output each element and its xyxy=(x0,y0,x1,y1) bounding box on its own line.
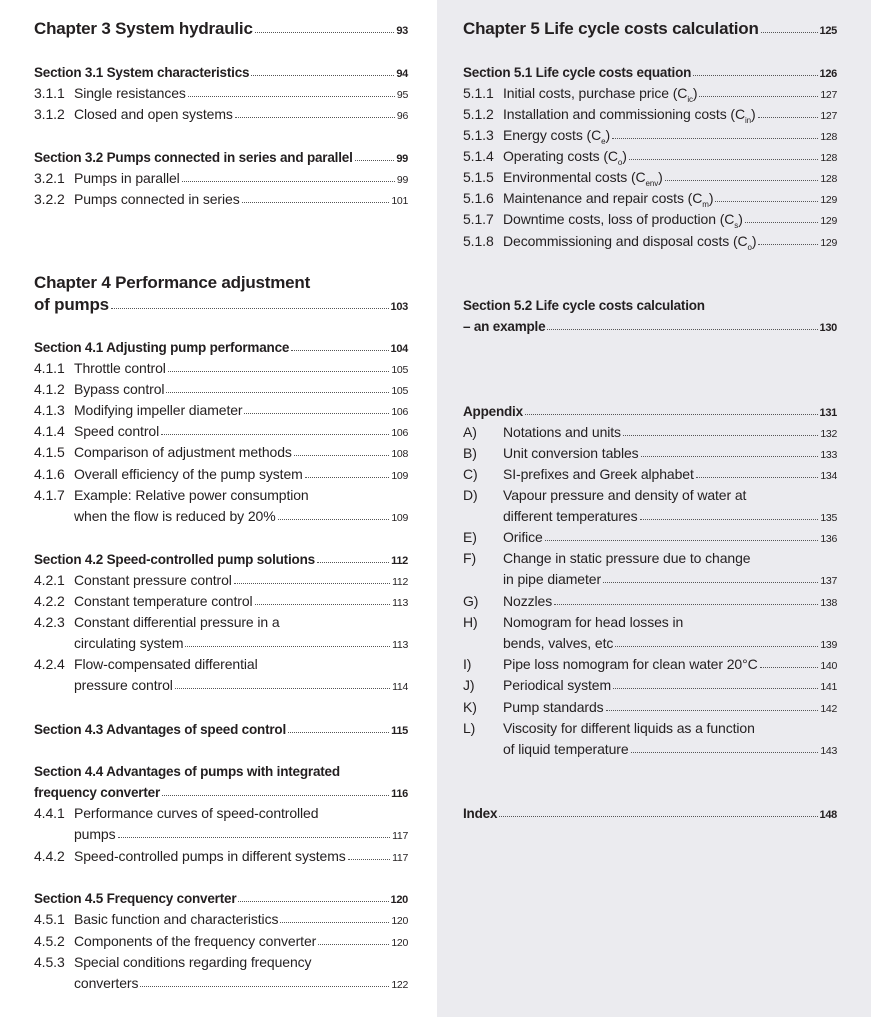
entry-title-line-2: pumps xyxy=(74,826,116,842)
page-number: 128 xyxy=(820,131,837,143)
toc-entry-5-1-3[interactable] xyxy=(463,125,837,148)
page-number: 94 xyxy=(396,68,408,80)
entry-title-line-2: when the flow is reduced by 20% xyxy=(74,508,276,524)
entry-number: 4.5.1 xyxy=(34,911,65,927)
page-number: 105 xyxy=(391,385,408,397)
toc-entry-5-1-5[interactable] xyxy=(463,167,837,190)
entry-title-line-2: bends, valves, etc xyxy=(503,635,614,651)
toc-index[interactable] xyxy=(463,803,837,826)
section-title: Section 4.5 Frequency converter xyxy=(34,891,237,906)
leader-dots xyxy=(317,562,389,563)
entry-title-text: Installation and commissioning costs (C xyxy=(503,106,745,122)
page-number: 128 xyxy=(820,173,837,185)
page-number: 112 xyxy=(391,555,408,567)
toc-section-4-3[interactable] xyxy=(34,719,408,742)
page-number: 117 xyxy=(392,830,408,842)
toc-section-4-1[interactable] xyxy=(34,337,408,360)
page-number: 112 xyxy=(392,576,408,588)
page-number: 120 xyxy=(390,894,408,906)
page-number: 99 xyxy=(396,153,408,165)
entry-number: 4.2.3 xyxy=(34,614,65,630)
entry-title-line-2: of liquid temperature xyxy=(503,741,629,757)
entry-title: Periodical system xyxy=(503,677,612,693)
toc-entry-4-1-5[interactable] xyxy=(34,442,408,465)
closing-paren: ) xyxy=(658,169,663,185)
section-title: Section 3.2 Pumps connected in series and parallel xyxy=(34,150,353,165)
page-number: 128 xyxy=(820,152,837,164)
toc-appendix-b[interactable] xyxy=(463,443,837,466)
entry-title: Unit conversion tables xyxy=(503,445,639,461)
cost-subscript: o xyxy=(747,242,752,252)
toc-appendix-f[interactable] xyxy=(463,548,837,592)
entry-number: 5.1.6 xyxy=(463,190,494,206)
leader-dots xyxy=(294,455,390,456)
leader-dots xyxy=(251,75,394,76)
entry-title-text: Maintenance and repair costs (C xyxy=(503,190,703,206)
cost-subscript: ic xyxy=(687,94,693,104)
entry-number: 5.1.2 xyxy=(463,106,494,122)
leader-dots xyxy=(161,434,389,435)
cost-subscript: o xyxy=(617,157,623,167)
entry-title xyxy=(503,209,743,230)
entry-title-line-1: Viscosity for different liquids as a function xyxy=(503,720,755,736)
entry-number: 4.1.4 xyxy=(34,423,65,439)
toc-entry-3-2-2[interactable] xyxy=(34,189,408,212)
leader-dots xyxy=(641,456,819,457)
entry-number: B) xyxy=(463,445,477,461)
leader-dots xyxy=(525,414,818,415)
toc-section-3-2[interactable] xyxy=(34,147,408,170)
cost-subscript: env xyxy=(645,178,659,188)
entry-number: 3.2.1 xyxy=(34,170,65,186)
page-number: 116 xyxy=(391,788,408,800)
leader-dots xyxy=(182,181,395,182)
leader-dots xyxy=(715,201,818,202)
entry-number: 4.1.6 xyxy=(34,466,65,482)
entry-title xyxy=(503,104,756,125)
toc-chapter-3[interactable] xyxy=(34,18,408,42)
entry-title: Constant temperature control xyxy=(74,593,253,609)
page-number: 140 xyxy=(820,660,837,672)
page-number: 132 xyxy=(820,428,837,440)
entry-title-line-1: Example: Relative power consumption xyxy=(74,487,309,503)
toc-appendix-j[interactable] xyxy=(463,675,837,698)
leader-dots xyxy=(162,795,389,796)
page-number: 95 xyxy=(396,89,408,101)
leader-dots xyxy=(235,117,395,118)
entry-title: Throttle control xyxy=(74,360,166,376)
leader-dots xyxy=(629,159,819,160)
section-title-line-2: – an example xyxy=(463,319,546,334)
entry-title-line-1: Vapour pressure and density of water at xyxy=(503,487,747,503)
toc-appendix-a[interactable] xyxy=(463,422,837,445)
toc-entry-4-1-3[interactable] xyxy=(34,400,408,423)
closing-paren: ) xyxy=(622,148,627,164)
leader-dots xyxy=(278,519,390,520)
entry-title: Orifice xyxy=(503,529,543,545)
entry-title: Modifying impeller diameter xyxy=(74,402,243,418)
entry-title: Bypass control xyxy=(74,381,165,397)
chapter-title: Chapter 3 System hydraulic xyxy=(34,19,253,38)
leader-dots xyxy=(547,329,817,330)
entry-number: E) xyxy=(463,529,477,545)
entry-number: 4.2.2 xyxy=(34,593,65,609)
entry-number: 4.1.7 xyxy=(34,487,65,503)
entry-title-text: Operating costs (C xyxy=(503,148,618,164)
toc-entry-4-1-1[interactable] xyxy=(34,358,408,381)
entry-number: 4.1.5 xyxy=(34,444,65,460)
toc-appendix-i[interactable] xyxy=(463,654,837,677)
toc-chapter-5[interactable] xyxy=(463,18,837,42)
leader-dots xyxy=(606,710,819,711)
entry-title: Pumps in parallel xyxy=(74,170,180,186)
toc-appendix[interactable] xyxy=(463,401,837,424)
entry-number: 5.1.5 xyxy=(463,169,494,185)
toc-section-3-1[interactable] xyxy=(34,62,408,85)
entry-title-line-2: different temperatures xyxy=(503,508,638,524)
page-number: 109 xyxy=(391,470,408,482)
toc-entry-4-1-6[interactable] xyxy=(34,464,408,487)
leader-dots xyxy=(545,540,819,541)
section-title: Section 5.1 Life cycle costs equation xyxy=(463,65,692,80)
entry-title: SI-prefixes and Greek alphabet xyxy=(503,466,694,482)
page-number: 142 xyxy=(820,703,837,715)
toc-entry-4-4-1[interactable] xyxy=(34,803,408,847)
entry-title: Speed control xyxy=(74,423,160,439)
leader-dots xyxy=(255,32,395,33)
page-number: 134 xyxy=(820,470,837,482)
leader-dots xyxy=(603,582,818,583)
page-number: 120 xyxy=(391,937,408,949)
toc-appendix-l[interactable] xyxy=(463,718,837,762)
page-number: 135 xyxy=(820,512,837,524)
leader-dots xyxy=(168,371,390,372)
leader-dots xyxy=(499,816,817,817)
entry-number: 4.5.3 xyxy=(34,954,65,970)
cost-subscript: in xyxy=(744,115,752,125)
entry-number: F) xyxy=(463,550,477,566)
leader-dots xyxy=(280,922,389,923)
toc-section-5-2[interactable] xyxy=(463,295,837,339)
leader-dots xyxy=(693,75,817,76)
chapter-title: Chapter 5 Life cycle costs calculation xyxy=(463,19,759,38)
entry-title-line-1: Constant differential pressure in a xyxy=(74,614,280,630)
page-number: 101 xyxy=(391,195,408,207)
page-number: 139 xyxy=(820,639,837,651)
entry-number: 5.1.4 xyxy=(463,148,494,164)
leader-dots xyxy=(111,308,389,309)
page-number: 93 xyxy=(396,25,408,37)
toc-entry-4-2-2[interactable] xyxy=(34,591,408,614)
leader-dots xyxy=(305,477,390,478)
leader-dots xyxy=(318,944,389,945)
leader-dots xyxy=(348,859,390,860)
entry-title-line-1: Change in static pressure due to change xyxy=(503,550,751,566)
page-number: 105 xyxy=(391,364,408,376)
entry-title-line-1: Performance curves of speed-controlled xyxy=(74,805,319,821)
leader-dots xyxy=(612,138,818,139)
cost-subscript: m xyxy=(702,199,709,209)
page-number: 138 xyxy=(820,597,837,609)
section-title-line-1: Section 4.4 Advantages of pumps with integrated xyxy=(34,764,340,779)
entry-number: 4.1.2 xyxy=(34,381,65,397)
page-number: 122 xyxy=(391,979,408,991)
leader-dots xyxy=(118,837,391,838)
page-number: 108 xyxy=(391,448,408,460)
entry-title-line-1: Nomogram for head losses in xyxy=(503,614,684,630)
toc-entry-3-1-2[interactable] xyxy=(34,104,408,127)
entry-title: Overall efficiency of the pump system xyxy=(74,466,303,482)
entry-title xyxy=(503,125,610,146)
page-number: 133 xyxy=(820,449,837,461)
closing-paren: ) xyxy=(605,127,611,143)
entry-number: 3.1.1 xyxy=(34,85,65,101)
leader-dots xyxy=(166,392,389,393)
closing-paren: ) xyxy=(751,233,757,249)
entry-number: G) xyxy=(463,593,479,609)
page-number: 109 xyxy=(391,512,408,524)
toc-entry-4-2-4[interactable] xyxy=(34,654,408,698)
page-number: 129 xyxy=(820,215,837,227)
entry-number: 4.4.2 xyxy=(34,848,65,864)
page-number: 129 xyxy=(820,237,837,249)
entry-number: 4.2.1 xyxy=(34,572,65,588)
page-number: 99 xyxy=(396,174,408,186)
leader-dots xyxy=(255,604,391,605)
entry-title-line-1: Special conditions regarding frequency xyxy=(74,954,312,970)
page-number: 127 xyxy=(820,89,837,101)
entry-number: 3.2.2 xyxy=(34,191,65,207)
entry-title-text: Environmental costs (C xyxy=(503,169,646,185)
leader-dots xyxy=(234,583,390,584)
toc-entry-5-1-6[interactable] xyxy=(463,188,837,211)
entry-number: C) xyxy=(463,466,478,482)
page-number: 129 xyxy=(820,194,837,206)
entry-number: J) xyxy=(463,677,475,693)
leader-dots xyxy=(185,646,390,647)
leader-dots xyxy=(758,117,819,118)
leader-dots xyxy=(238,901,388,902)
page-number: 96 xyxy=(396,110,408,122)
entry-title: Notations and units xyxy=(503,424,621,440)
entry-title: Single resistances xyxy=(74,85,186,101)
entry-number: I) xyxy=(463,656,472,672)
entry-title: Constant pressure control xyxy=(74,572,232,588)
cost-subscript: e xyxy=(601,136,606,146)
toc-entry-5-1-7[interactable] xyxy=(463,209,837,232)
page-number: 115 xyxy=(391,725,408,737)
page-number: 103 xyxy=(390,301,408,313)
leader-dots xyxy=(758,244,818,245)
toc-entry-3-1-1[interactable] xyxy=(34,83,408,106)
closing-paren: ) xyxy=(692,85,698,101)
page-number: 136 xyxy=(820,533,837,545)
page-number: 113 xyxy=(392,639,408,651)
toc-entry-4-1-7[interactable] xyxy=(34,485,408,529)
entry-title xyxy=(503,231,756,252)
entry-number: 4.1.1 xyxy=(34,360,65,376)
page-number: 106 xyxy=(391,406,408,418)
closing-paren: ) xyxy=(708,190,714,206)
page-number: 120 xyxy=(391,915,408,927)
leader-dots xyxy=(140,986,389,987)
entry-title xyxy=(503,167,663,188)
entry-title: Pump standards xyxy=(503,699,604,715)
closing-paren: ) xyxy=(738,211,743,227)
toc-entry-5-1-4[interactable] xyxy=(463,146,837,169)
entry-number: A) xyxy=(463,424,477,440)
toc-entry-5-1-2[interactable] xyxy=(463,104,837,127)
page-number: 131 xyxy=(819,407,837,419)
toc-appendix-c[interactable] xyxy=(463,464,837,487)
section-title: Section 4.3 Advantages of speed control xyxy=(34,722,287,737)
page-number: 141 xyxy=(820,681,837,693)
page-number: 106 xyxy=(391,427,408,439)
entry-title xyxy=(503,146,627,167)
toc-section-4-2[interactable] xyxy=(34,549,408,572)
leader-dots xyxy=(242,202,390,203)
entry-title: Comparison of adjustment methods xyxy=(74,444,292,460)
toc-entry-5-1-1[interactable] xyxy=(463,83,837,106)
leader-dots xyxy=(175,688,390,689)
entry-title: Pipe loss nomogram for clean water 20°C xyxy=(503,656,758,672)
entry-number: 5.1.7 xyxy=(463,211,494,227)
leader-dots xyxy=(699,96,818,97)
chapter-title-line-2: of pumps xyxy=(34,295,109,314)
entry-title xyxy=(503,83,697,104)
entry-title-text: Energy costs (C xyxy=(503,127,602,143)
toc-appendix-h[interactable] xyxy=(463,612,837,656)
page-number: 148 xyxy=(819,809,837,821)
entry-number: 5.1.8 xyxy=(463,233,494,249)
leader-dots xyxy=(665,180,819,181)
entry-title-line-2: circulating system xyxy=(74,635,184,651)
toc-appendix-e[interactable] xyxy=(463,527,837,550)
entry-title: Basic function and characteristics xyxy=(74,911,279,927)
entry-number: 4.1.3 xyxy=(34,402,65,418)
leader-dots xyxy=(696,477,819,478)
leader-dots xyxy=(613,688,818,689)
entry-number: 5.1.3 xyxy=(463,127,494,143)
entry-title-line-2: pressure control xyxy=(74,677,173,693)
entry-number: 4.4.1 xyxy=(34,805,65,821)
toc-section-4-5[interactable] xyxy=(34,888,408,911)
toc-section-4-4[interactable] xyxy=(34,761,408,805)
entry-number: K) xyxy=(463,699,477,715)
leader-dots xyxy=(745,222,819,223)
leader-dots xyxy=(188,96,395,97)
page-number: 137 xyxy=(820,575,837,587)
page-number: 143 xyxy=(820,745,837,757)
entry-number: H) xyxy=(463,614,478,630)
leader-dots xyxy=(554,604,818,605)
page-number: 127 xyxy=(820,110,837,122)
entry-number: 4.2.4 xyxy=(34,656,65,672)
toc-entry-3-2-1[interactable] xyxy=(34,168,408,191)
entry-title-line-2: converters xyxy=(74,975,139,991)
toc-entry-4-4-2[interactable] xyxy=(34,846,408,869)
page-number: 130 xyxy=(819,322,837,334)
entry-title-line-2: in pipe diameter xyxy=(503,571,602,587)
page-number: 104 xyxy=(390,343,408,355)
toc-entry-4-2-3[interactable] xyxy=(34,612,408,656)
entry-title-text: Initial costs, purchase price (C xyxy=(503,85,688,101)
leader-dots xyxy=(615,646,818,647)
entry-number: 5.1.1 xyxy=(463,85,494,101)
entry-title-text: Downtime costs, loss of production (C xyxy=(503,211,735,227)
toc-entry-4-5-2[interactable] xyxy=(34,931,408,954)
entry-number: 3.1.2 xyxy=(34,106,65,122)
leader-dots xyxy=(640,519,819,520)
page-number: 125 xyxy=(819,25,837,37)
toc-appendix-g[interactable] xyxy=(463,591,837,614)
section-title: Appendix xyxy=(463,404,523,419)
entry-title: Closed and open systems xyxy=(74,106,233,122)
leader-dots xyxy=(355,160,395,161)
entry-title-text: Decommissioning and disposal costs (C xyxy=(503,233,748,249)
entry-number: L) xyxy=(463,720,476,736)
entry-number: D) xyxy=(463,487,478,503)
leader-dots xyxy=(288,732,389,733)
entry-title xyxy=(503,188,713,209)
leader-dots xyxy=(623,435,818,436)
entry-title: Pumps connected in series xyxy=(74,191,240,207)
toc-chapter-4[interactable] xyxy=(34,272,408,318)
entry-title: Speed-controlled pumps in different systems xyxy=(74,848,346,864)
chapter-title-line-1: Chapter 4 Performance adjustment xyxy=(34,273,311,292)
section-title-line-2: frequency converter xyxy=(34,785,160,800)
page-number: 114 xyxy=(392,681,408,693)
entry-number: 4.5.2 xyxy=(34,933,65,949)
cost-subscript: s xyxy=(734,220,739,230)
toc-entry-4-5-1[interactable] xyxy=(34,909,408,932)
entry-title-line-1: Flow-compensated differential xyxy=(74,656,258,672)
toc-appendix-d[interactable] xyxy=(463,485,837,529)
toc-section-5-1[interactable] xyxy=(463,62,837,85)
entry-title: Nozzles xyxy=(503,593,553,609)
page-number: 113 xyxy=(392,597,408,609)
section-title: Section 4.1 Adjusting pump performance xyxy=(34,340,290,355)
leader-dots xyxy=(291,350,388,351)
leader-dots xyxy=(761,32,818,33)
closing-paren: ) xyxy=(751,106,756,122)
toc-appendix-k[interactable] xyxy=(463,697,837,720)
leader-dots xyxy=(244,413,389,414)
toc-entry-4-5-3[interactable] xyxy=(34,952,408,996)
page-number: 117 xyxy=(392,852,408,864)
toc-entry-5-1-8[interactable] xyxy=(463,231,837,254)
page-number: 126 xyxy=(819,68,837,80)
toc-entry-4-1-4[interactable] xyxy=(34,421,408,444)
section-title-line-1: Section 5.2 Life cycle costs calculation xyxy=(463,298,705,313)
section-title: Section 3.1 System characteristics xyxy=(34,65,250,80)
toc-entry-4-1-2[interactable] xyxy=(34,379,408,402)
toc-entry-4-2-1[interactable] xyxy=(34,570,408,593)
section-title: Section 4.2 Speed-controlled pump solutions xyxy=(34,552,315,567)
leader-dots xyxy=(760,667,819,668)
leader-dots xyxy=(631,752,819,753)
entry-title: Components of the frequency converter xyxy=(74,933,317,949)
section-title: Index xyxy=(463,806,498,821)
